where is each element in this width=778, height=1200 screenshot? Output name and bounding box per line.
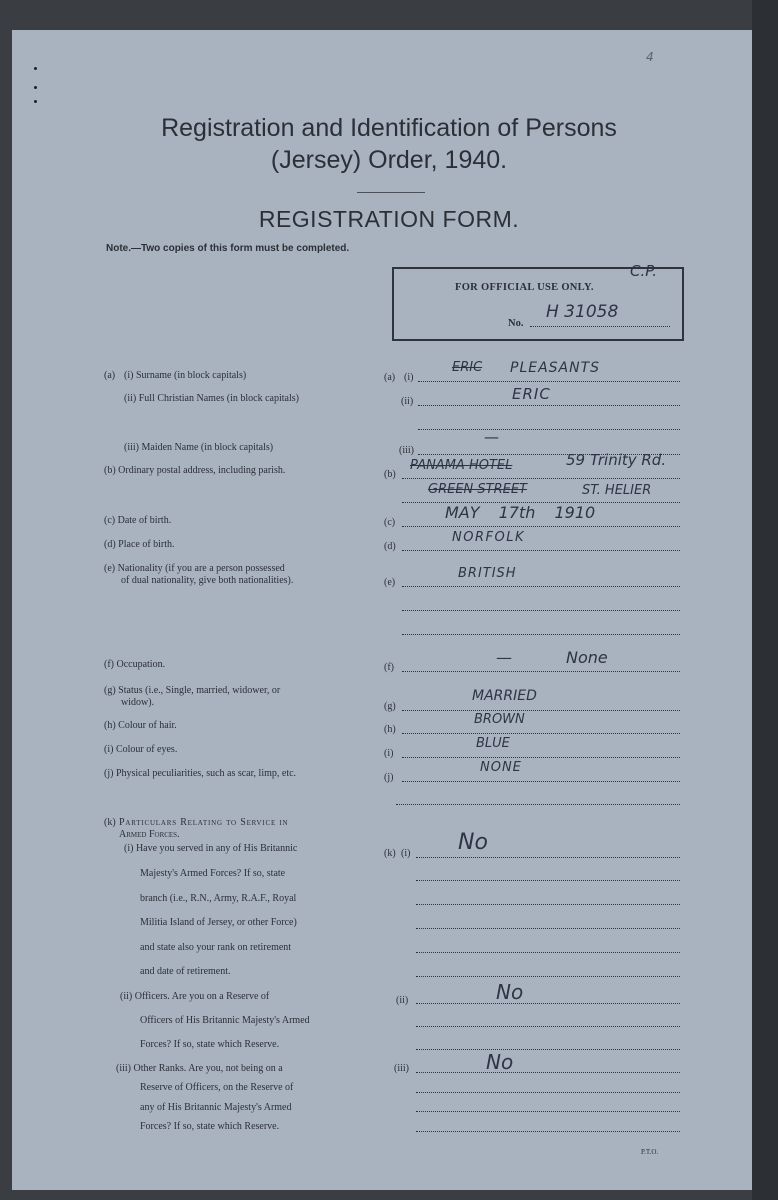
label-a-letter: (a) (104, 370, 116, 381)
answer-label-k-ii: (ii) (396, 995, 409, 1006)
answer-label-j: (j) (384, 772, 394, 783)
answer-eyes: BLUE (476, 736, 510, 751)
answer-occupation: None (566, 648, 608, 667)
answer-line (396, 804, 680, 805)
label-k-iii-3: any of His Britannic Majesty's Armed (140, 1102, 292, 1113)
label-christian-names: (ii) Full Christian Names (in block capitals) (124, 393, 299, 404)
label-k-letter: (k) (104, 817, 116, 828)
answer-peculiarities: NONE (480, 760, 522, 775)
binding-mark (34, 67, 37, 70)
answer-line (402, 710, 680, 711)
form-title-line2: (Jersey) Order, 1940. (270, 146, 508, 174)
answer-line (416, 1026, 680, 1027)
label-status-2: widow). (121, 697, 155, 708)
answer-line (416, 1072, 680, 1073)
label-k-ii-3: Forces? If so, state which Reserve. (140, 1039, 280, 1050)
label-nationality-2: of dual nationality, give both nationalities). (121, 575, 294, 586)
answer-hair: BROWN (474, 712, 525, 727)
answer-parish: ST. HELIER (582, 483, 652, 498)
answer-christian-names: ERIC (512, 385, 551, 403)
label-k-iii-2: Reserve of Officers, on the Reserve of (140, 1082, 294, 1093)
answer-label-a-ii: (ii) (401, 396, 414, 407)
answer-line (402, 634, 680, 635)
label-place-of-birth: (d) Place of birth. (104, 539, 175, 550)
label-k-i-6: and date of retirement. (140, 966, 231, 977)
answer-line (402, 478, 680, 479)
answer-line (418, 405, 680, 406)
official-number-label: No. (508, 318, 524, 329)
answer-line (416, 1049, 680, 1050)
answer-nationality: BRITISH (458, 566, 517, 581)
answer-line (416, 1092, 680, 1093)
label-k-ii-2: Officers of His Britannic Majesty's Armed (140, 1015, 310, 1026)
answer-line (402, 550, 680, 551)
label-peculiarities: (j) Physical peculiarities, such as scar, limp, etc. (104, 768, 297, 779)
answer-line (418, 381, 680, 382)
answer-label-a-iii: (iii) (399, 445, 414, 456)
scanner-edge (752, 0, 778, 1200)
answer-line (402, 781, 680, 782)
official-use-label: FOR OFFICIAL USE ONLY. (455, 282, 594, 293)
answer-line (418, 429, 680, 430)
label-status-1: (g) Status (i.e., Single, married, widower, or (104, 685, 281, 696)
answer-label-i: (i) (384, 748, 394, 759)
form-title-line1: Registration and Identification of Persons (161, 114, 617, 142)
answer-line (416, 857, 680, 858)
pto-label: P.T.O. (641, 1148, 659, 1156)
label-eyes: (i) Colour of eyes. (104, 744, 178, 755)
answer-line (402, 526, 680, 527)
answer-status: MARRIED (472, 688, 537, 704)
answer-line (416, 904, 680, 905)
form-heading: REGISTRATION FORM. (258, 206, 520, 232)
answer-line (416, 1111, 680, 1112)
label-k-iii-1: (iii) Other Ranks. Are you, not being on a (116, 1063, 283, 1074)
answer-line (402, 733, 680, 734)
answer-label-k-i: (i) (401, 848, 411, 859)
answer-label-b: (b) (384, 469, 396, 480)
answer-line (402, 586, 680, 587)
label-date-of-birth: (c) Date of birth. (104, 515, 172, 526)
label-k-title-2: Armed Forces. (119, 829, 180, 840)
label-k-iii-4: Forces? If so, state which Reserve. (140, 1121, 280, 1132)
answer-label-f: (f) (384, 662, 394, 673)
answer-line (416, 976, 680, 977)
answer-address-struck-2: GREEN STREET (428, 482, 527, 497)
answer-label-g: (g) (384, 701, 396, 712)
answer-line (402, 671, 680, 672)
answer-k-i: No (458, 830, 488, 855)
answer-label-c: (c) (384, 517, 396, 528)
answer-line (416, 1131, 680, 1132)
official-number-line (530, 326, 670, 327)
answer-label-a: (a) (384, 372, 396, 383)
answer-label-k: (k) (384, 848, 396, 859)
answer-line (402, 610, 680, 611)
label-address: (b) Ordinary postal address, including parish. (104, 465, 286, 476)
answer-address-struck-1: PANAMA HOTEL (410, 458, 513, 473)
label-k-i-3: branch (i.e., R.N., Army, R.A.F., Royal (140, 893, 297, 904)
label-k-title-1: Particulars Relating to Service in (119, 817, 289, 828)
label-k-i-2: Majesty's Armed Forces? If so, state (140, 868, 286, 879)
label-hair: (h) Colour of hair. (104, 720, 177, 731)
label-nationality-1: (e) Nationality (if you are a person possessed (104, 563, 285, 574)
label-surname: (i) Surname (in block capitals) (124, 370, 247, 381)
answer-k-ii: No (496, 980, 524, 1004)
answer-line (416, 1003, 680, 1004)
answer-line (416, 952, 680, 953)
copies-note: Note.—Two copies of this form must be completed. (106, 243, 350, 254)
label-k-i-5: and state also your rank on retirement (140, 942, 292, 953)
label-k-i-1: (i) Have you served in any of His Britannic (124, 843, 298, 854)
label-maiden-name: (iii) Maiden Name (in block capitals) (124, 442, 274, 453)
corner-mark: 4 (646, 50, 654, 64)
answer-maiden-name: — (484, 428, 499, 446)
official-number: H 31058 (546, 302, 619, 322)
answer-line (402, 757, 680, 758)
label-occupation: (f) Occupation. (104, 659, 166, 670)
answer-k-iii: No (486, 1050, 514, 1074)
answer-place-of-birth: NORFOLK (452, 530, 525, 545)
answer-occupation-dash: — (496, 648, 512, 667)
answer-date-of-birth: MAY 17th 1910 (445, 503, 596, 522)
official-stamp: C.P. (630, 262, 657, 280)
answer-label-k-iii: (iii) (394, 1063, 409, 1074)
label-k-ii-1: (ii) Officers. Are you on a Reserve of (120, 991, 270, 1002)
answer-line (416, 928, 680, 929)
answer-surname: PLEASANTS (510, 360, 601, 376)
title-divider (357, 192, 425, 193)
binding-mark (34, 100, 37, 103)
binding-mark (34, 86, 37, 89)
label-k-i-4: Militia Island of Jersey, or other Force) (140, 917, 297, 928)
answer-label-d: (d) (384, 541, 396, 552)
answer-line (416, 880, 680, 881)
answer-surname-struck: ERIC (452, 360, 483, 375)
answer-label-h: (h) (384, 724, 396, 735)
answer-label-a-i: (i) (404, 372, 414, 383)
answer-address-added: 59 Trinity Rd. (566, 451, 667, 469)
answer-label-e: (e) (384, 577, 396, 588)
